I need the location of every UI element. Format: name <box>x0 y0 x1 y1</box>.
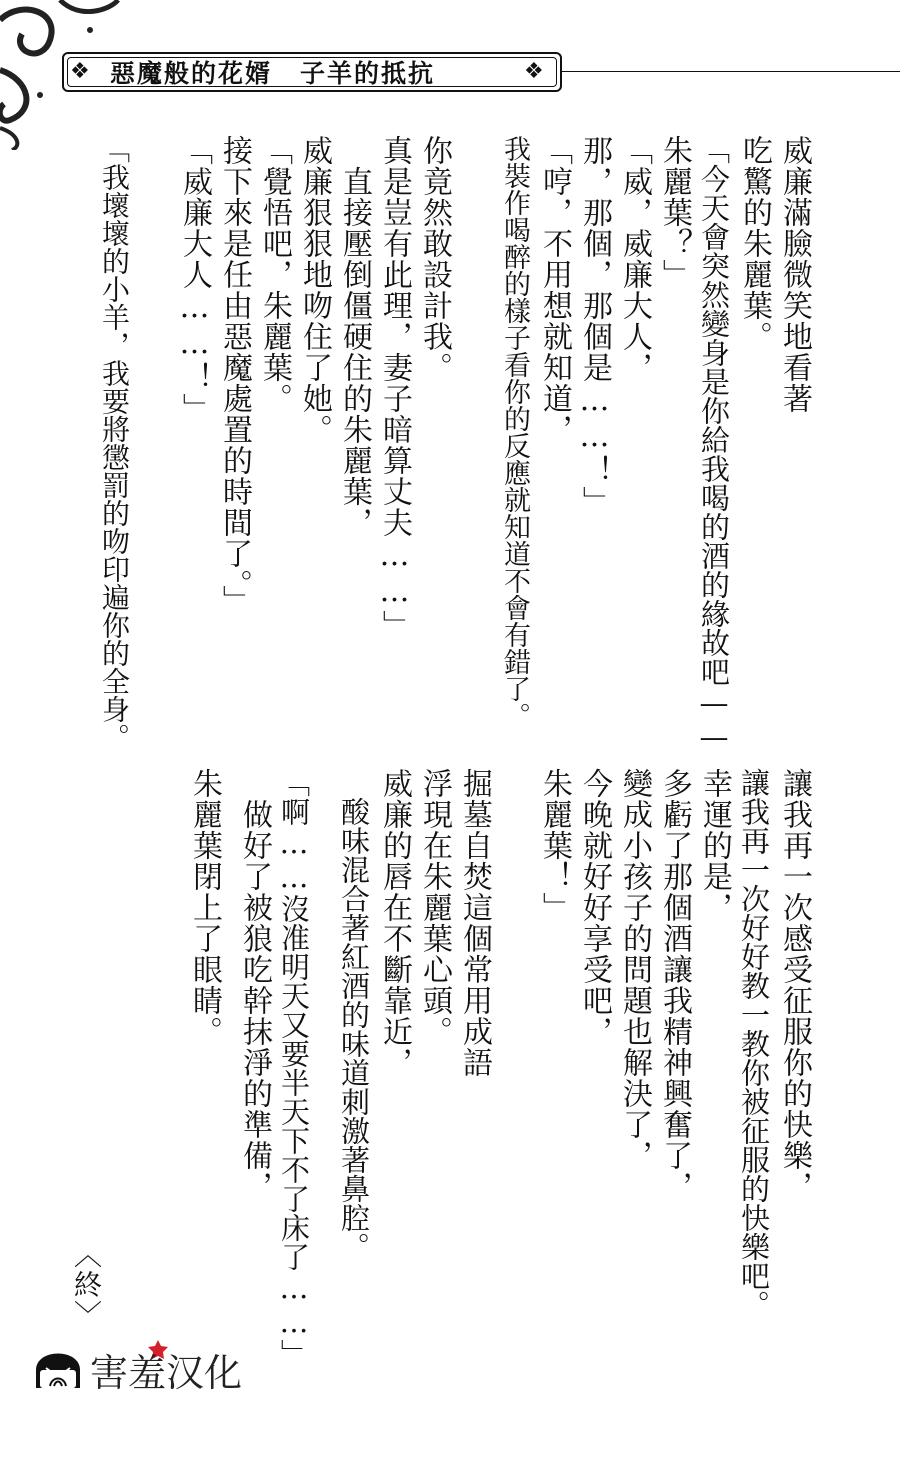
book-title: 惡魔般的花婿 <box>110 59 273 88</box>
frame-ornament-right-icon: ❖ <box>524 59 544 84</box>
end-mark: 〈終〉 <box>70 1240 103 1330</box>
text-column: 「威廉大人……！」 <box>177 135 212 424</box>
text-column: 威廉滿臉微笑地看著 <box>777 135 812 414</box>
header-rule <box>562 71 900 72</box>
frame-ornament-left-icon: ❖ <box>70 59 90 84</box>
text-column: 做好了被狼吃幹抹淨的準備， <box>237 768 272 1202</box>
text-column: 掘墓自焚這個常用成語 <box>457 768 492 1078</box>
text-column: 那，那個，那個是……！」 <box>577 135 612 517</box>
text-column: 威廉狠狠地吻住了她。 <box>297 135 332 445</box>
text-column: 「覺悟吧，朱麗葉。 <box>257 135 292 414</box>
text-column: 「哼，不用想就知道， <box>537 135 572 445</box>
text-column: 威廉的唇在不斷靠近， <box>377 768 412 1078</box>
text-column: 「啊……沒准明天又要半天下不了床了……」 <box>277 768 311 1368</box>
text-column: 讓我再一次感受征服你的快樂， <box>777 768 812 1202</box>
text-column: 讓我再一次好好教一教你被征服的快樂吧。 <box>737 768 771 1319</box>
title-frame <box>62 52 562 92</box>
chapter-title: 子羊的抵抗 <box>300 59 436 88</box>
page-header <box>56 44 900 100</box>
text-column: 浮現在朱麗葉心頭。 <box>417 768 452 1047</box>
text-column: 接下來是任由惡魔處置的時間了。」 <box>217 135 252 616</box>
scanlation-watermark <box>30 1330 270 1400</box>
text-column: 吃驚的朱麗葉。 <box>737 135 772 352</box>
mascot-face-icon <box>36 1354 80 1389</box>
text-column: 我裝作喝醉的樣子看你的反應就知道不會有錯了。 <box>499 135 530 729</box>
text-column: 「我壞壞的小羊，我要將懲罰的吻印遍你的全身。 <box>98 135 131 751</box>
text-column: 「今天會突然變身是你給我喝的酒的緣故吧—— <box>697 135 731 754</box>
text-column: 幸運的是， <box>697 768 732 923</box>
text-column: 變成小孩子的問題也解決了， <box>617 768 652 1171</box>
text-column: 朱麗葉閉上了眼睛。 <box>187 768 222 1047</box>
text-column: 朱麗葉！」 <box>537 768 572 923</box>
text-column: 今晚就好好享受吧， <box>577 768 612 1047</box>
text-column: 你竟然敢設計我。 <box>417 135 452 383</box>
watermark-text: 害羞汉化 <box>90 1351 243 1395</box>
text-column: 多虧了那個酒讓我精神興奮了， <box>657 768 692 1202</box>
text-column: 酸味混合著紅酒的味道刺激著鼻腔。 <box>337 768 371 1261</box>
text-column: 朱麗葉？」 <box>657 135 692 290</box>
text-column: 真是豈有此理，妻子暗算丈夫……」 <box>377 135 412 641</box>
text-column: 直接壓倒僵硬住的朱麗葉， <box>337 135 372 538</box>
text-column: 「威，威廉大人， <box>617 135 652 383</box>
